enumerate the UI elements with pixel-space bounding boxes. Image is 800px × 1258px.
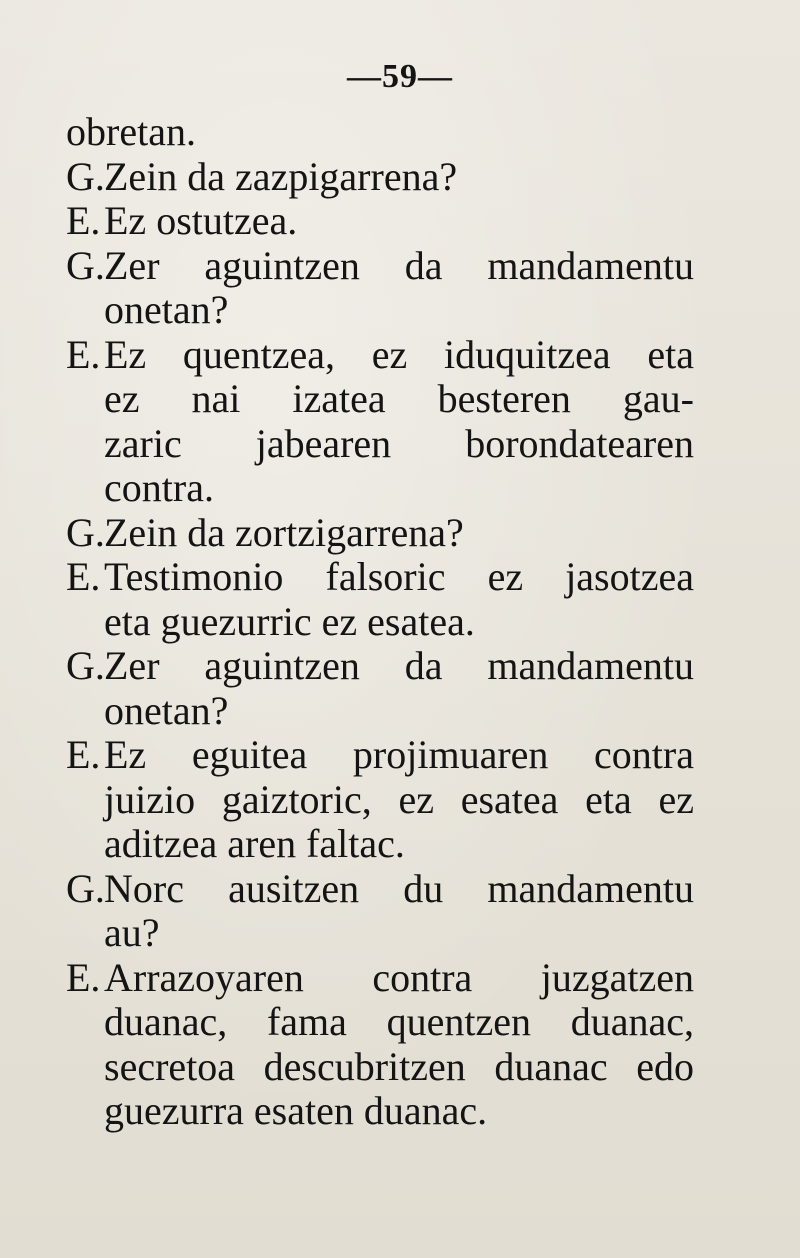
text-line-16: juizio gaiztoric, ez esatea eta ez [104,776,694,822]
speaker-label: G. [66,509,105,555]
text-line-8: zaric jabearen borondatearen [104,420,694,466]
speaker-label: E. [66,554,101,599]
text-line-5: onetan? [104,287,229,332]
speaker-label: G. [66,643,105,688]
text-line-14: onetan? [104,687,229,733]
text-line-15: E.Ez eguitea projimuaren contra [66,732,694,777]
text-line-9: contra. [104,465,214,510]
text-line-22: secretoa descubritzen duanac edo [104,1043,694,1089]
text-line-19: au? [104,910,160,955]
text-line-2: G.Zein da zazpigarrena? [66,153,458,199]
speaker-label: G. [66,242,105,288]
text-line-1: obretan. [66,109,196,154]
text-line-11: E.Testimonio falsoric ez jasotzea [66,554,694,599]
text-line-17: aditzea aren faltac. [104,821,405,866]
text-line-10: G.Zein da zortzigarrena? [66,509,464,555]
speaker-label: E. [66,331,101,377]
text-line-23: guezurra esaten duanac. [104,1088,488,1133]
text-line-7: ez nai izatea besteren gau- [104,376,694,421]
speaker-label: E. [66,732,101,777]
text-line-18: G.Norc ausitzen du mandamentu [66,865,694,911]
text-line-21: duanac, fama quentzen duanac, [104,999,694,1044]
page-text [66,110,694,1134]
speaker-label: E. [66,198,101,243]
text-line-4: G.Zer aguintzen da mandamentu [66,242,694,288]
speaker-label: E. [66,954,101,1000]
speaker-label: G. [66,865,105,911]
text-line-20: E.Arrazoyaren contra juzgatzen [66,954,694,1000]
page-number: —59— [347,58,453,95]
text-line-3: E.Ez ostutzea. [66,198,298,243]
speaker-label: G. [66,153,105,199]
text-line-6: E.Ez quentzea, ez iduquitzea eta [66,331,694,377]
text-line-13: G.Zer aguintzen da mandamentu [66,643,694,688]
text-line-12: eta guezurric ez esatea. [104,598,475,644]
